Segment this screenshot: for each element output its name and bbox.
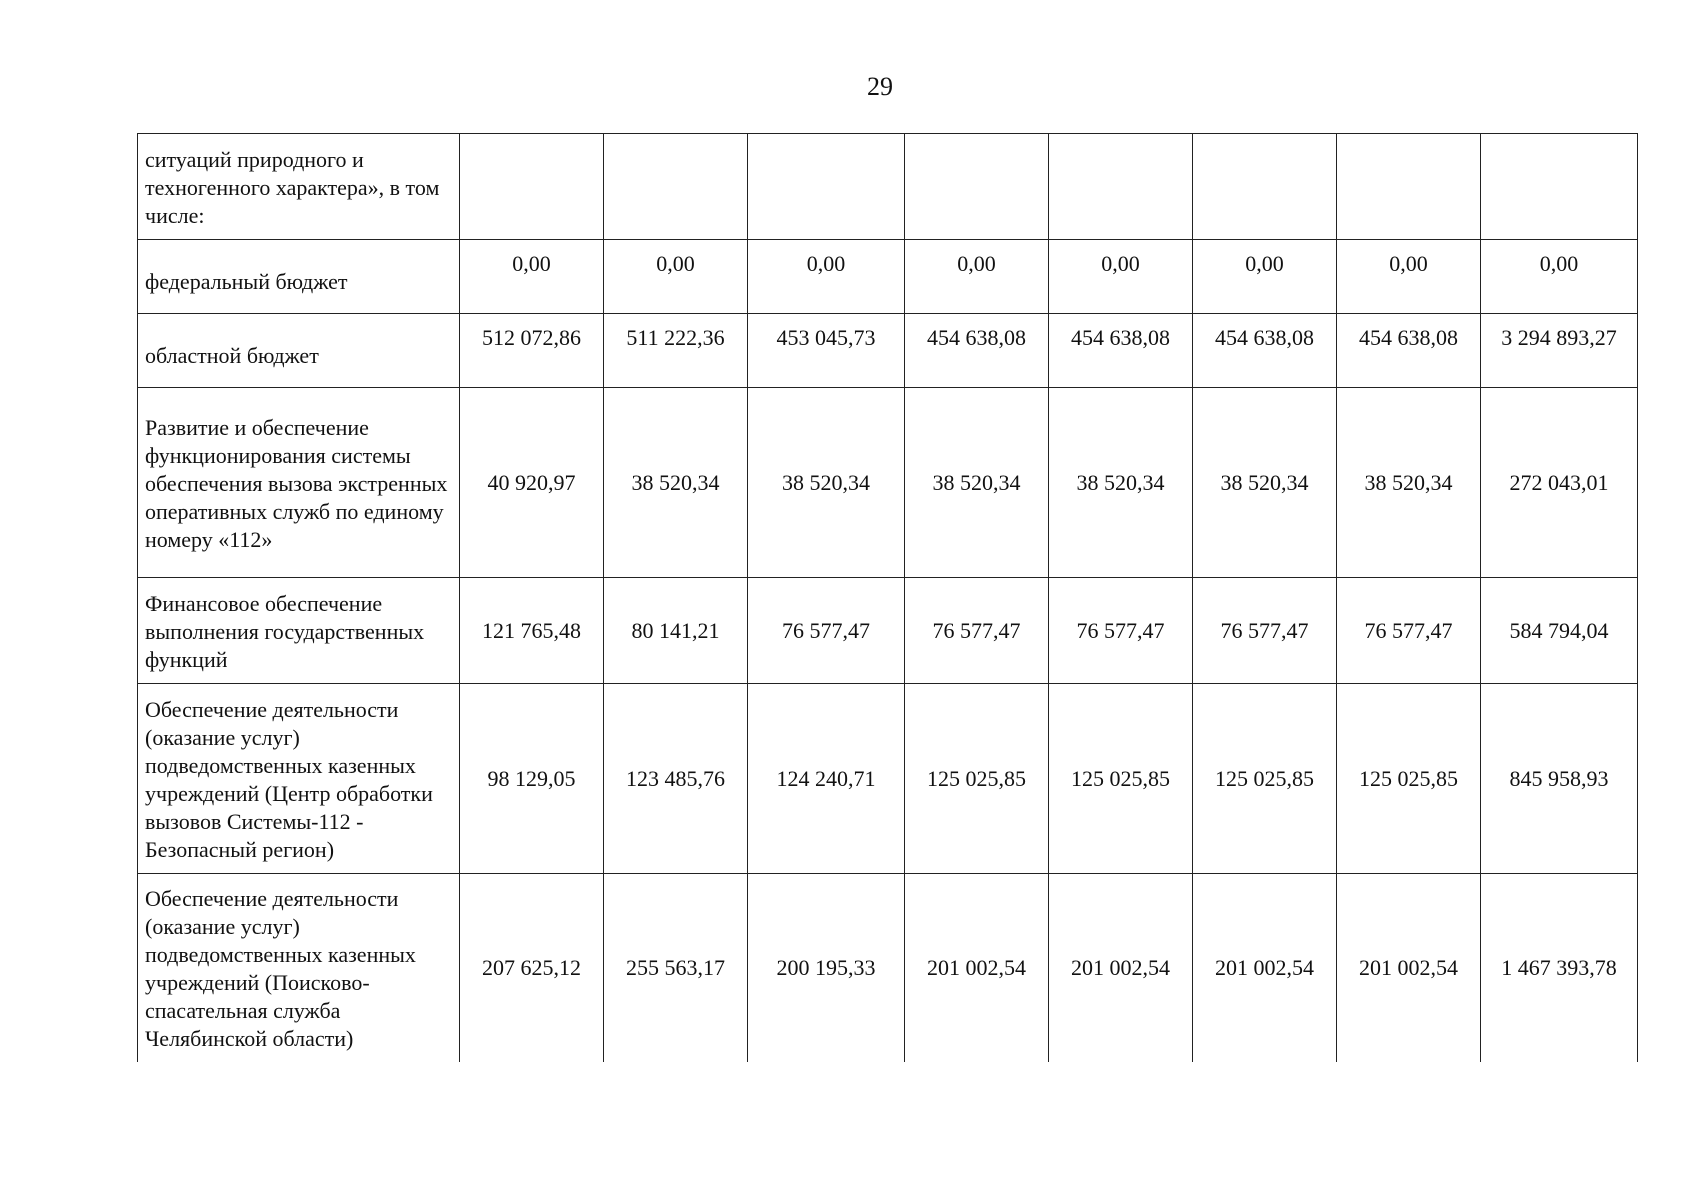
value-cell bbox=[1481, 134, 1638, 240]
value-cell: 38 520,34 bbox=[604, 388, 748, 578]
value-cell bbox=[604, 134, 748, 240]
value-cell: 453 045,73 bbox=[748, 314, 905, 388]
value-cell: 76 577,47 bbox=[905, 578, 1049, 684]
row-label: Обеспечение деятельности (оказание услуг) подведомственных казенных учреждений (Центр обработки вызовов Системы-112 - Безопасный регион) bbox=[138, 684, 460, 874]
value-cell: 201 002,54 bbox=[1049, 874, 1193, 1062]
table-row bbox=[138, 578, 1638, 684]
value-cell bbox=[1049, 134, 1193, 240]
value-cell: 201 002,54 bbox=[1337, 874, 1481, 1062]
value-cell: 76 577,47 bbox=[1337, 578, 1481, 684]
value-cell bbox=[1193, 134, 1337, 240]
value-cell: 0,00 bbox=[1481, 240, 1638, 314]
row-label: Развитие и обеспечение функционирования системы обеспечения вызова экстренных оперативных служб по единому номеру «112» bbox=[138, 388, 460, 578]
value-cell: 207 625,12 bbox=[460, 874, 604, 1062]
table-row bbox=[138, 134, 1638, 240]
value-cell: 76 577,47 bbox=[748, 578, 905, 684]
value-cell bbox=[1337, 134, 1481, 240]
budget-table bbox=[137, 133, 1638, 1062]
value-cell: 125 025,85 bbox=[905, 684, 1049, 874]
value-cell bbox=[460, 134, 604, 240]
value-cell: 201 002,54 bbox=[1193, 874, 1337, 1062]
value-cell: 0,00 bbox=[604, 240, 748, 314]
value-cell: 76 577,47 bbox=[1049, 578, 1193, 684]
value-cell: 454 638,08 bbox=[1049, 314, 1193, 388]
value-cell: 255 563,17 bbox=[604, 874, 748, 1062]
value-cell: 38 520,34 bbox=[748, 388, 905, 578]
value-cell: 1 467 393,78 bbox=[1481, 874, 1638, 1062]
value-cell: 0,00 bbox=[1049, 240, 1193, 314]
value-cell bbox=[905, 134, 1049, 240]
value-cell bbox=[748, 134, 905, 240]
value-cell: 0,00 bbox=[748, 240, 905, 314]
value-cell: 125 025,85 bbox=[1193, 684, 1337, 874]
value-cell: 121 765,48 bbox=[460, 578, 604, 684]
value-cell: 584 794,04 bbox=[1481, 578, 1638, 684]
value-cell: 454 638,08 bbox=[905, 314, 1049, 388]
value-cell: 511 222,36 bbox=[604, 314, 748, 388]
page-number: 29 bbox=[867, 72, 893, 101]
value-cell: 512 072,86 bbox=[460, 314, 604, 388]
row-label: федеральный бюджет bbox=[138, 240, 460, 314]
value-cell: 123 485,76 bbox=[604, 684, 748, 874]
value-cell: 40 920,97 bbox=[460, 388, 604, 578]
value-cell: 454 638,08 bbox=[1337, 314, 1481, 388]
value-cell: 38 520,34 bbox=[1049, 388, 1193, 578]
value-cell: 125 025,85 bbox=[1049, 684, 1193, 874]
value-cell: 124 240,71 bbox=[748, 684, 905, 874]
row-label: ситуаций природного и техногенного характера», в том числе: bbox=[138, 134, 460, 240]
value-cell: 201 002,54 bbox=[905, 874, 1049, 1062]
value-cell: 0,00 bbox=[905, 240, 1049, 314]
value-cell: 80 141,21 bbox=[604, 578, 748, 684]
value-cell: 38 520,34 bbox=[1337, 388, 1481, 578]
value-cell: 3 294 893,27 bbox=[1481, 314, 1638, 388]
value-cell: 0,00 bbox=[1337, 240, 1481, 314]
value-cell: 845 958,93 bbox=[1481, 684, 1638, 874]
row-label: Финансовое обеспечение выполнения государственных функций bbox=[138, 578, 460, 684]
value-cell: 0,00 bbox=[1193, 240, 1337, 314]
value-cell: 200 195,33 bbox=[748, 874, 905, 1062]
value-cell: 0,00 bbox=[460, 240, 604, 314]
value-cell: 76 577,47 bbox=[1193, 578, 1337, 684]
value-cell: 454 638,08 bbox=[1193, 314, 1337, 388]
table-row bbox=[138, 874, 1638, 1062]
value-cell: 38 520,34 bbox=[905, 388, 1049, 578]
value-cell: 272 043,01 bbox=[1481, 388, 1638, 578]
value-cell: 38 520,34 bbox=[1193, 388, 1337, 578]
table-row bbox=[138, 240, 1638, 314]
value-cell: 98 129,05 bbox=[460, 684, 604, 874]
table-row bbox=[138, 388, 1638, 578]
row-label: Обеспечение деятельности (оказание услуг) подведомственных казенных учреждений (Поисково-спасательная служба Челябинской области) bbox=[138, 874, 460, 1062]
table-row bbox=[138, 684, 1638, 874]
row-label: областной бюджет bbox=[138, 314, 460, 388]
value-cell: 125 025,85 bbox=[1337, 684, 1481, 874]
table-row bbox=[138, 314, 1638, 388]
